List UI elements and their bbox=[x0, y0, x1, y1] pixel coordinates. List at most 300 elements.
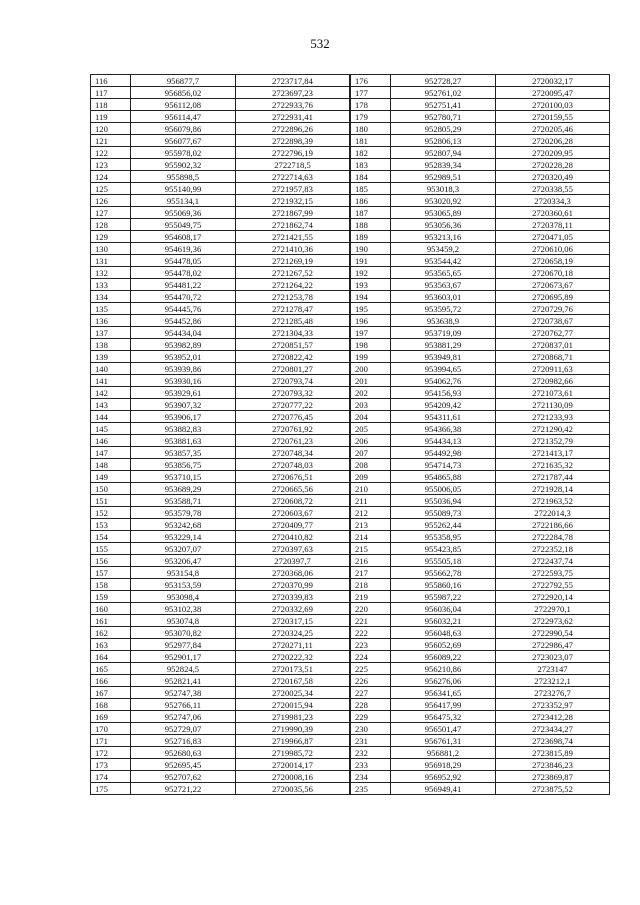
table-row bbox=[91, 351, 350, 363]
point-number-cell: 170 bbox=[91, 723, 131, 735]
y-coordinate-cell: 2720761,92 bbox=[236, 423, 350, 435]
point-number-cell: 219 bbox=[351, 591, 391, 603]
table-row bbox=[91, 519, 350, 531]
x-coordinate-cell: 953929,61 bbox=[131, 387, 236, 399]
table-row bbox=[91, 783, 350, 795]
x-coordinate-cell: 952901,17 bbox=[131, 651, 236, 663]
table-row bbox=[351, 291, 610, 303]
y-coordinate-cell: 2721352,79 bbox=[496, 435, 610, 447]
x-coordinate-cell: 956052,69 bbox=[391, 639, 496, 651]
x-coordinate-cell: 953102,38 bbox=[131, 603, 236, 615]
table-row bbox=[351, 687, 610, 699]
table-row bbox=[351, 339, 610, 351]
y-coordinate-cell: 2721957,83 bbox=[236, 183, 350, 195]
x-coordinate-cell: 955898,5 bbox=[131, 171, 236, 183]
table-row bbox=[351, 255, 610, 267]
table-row bbox=[91, 699, 350, 711]
x-coordinate-cell: 955987,22 bbox=[391, 591, 496, 603]
table-row bbox=[351, 207, 610, 219]
point-number-cell: 161 bbox=[91, 615, 131, 627]
x-coordinate-cell: 952747,38 bbox=[131, 687, 236, 699]
table-row bbox=[91, 555, 350, 567]
y-coordinate-cell: 2723875,52 bbox=[496, 783, 610, 795]
point-number-cell: 139 bbox=[91, 351, 131, 363]
x-coordinate-cell: 952761,02 bbox=[391, 87, 496, 99]
y-coordinate-cell: 2721278,47 bbox=[236, 303, 350, 315]
table-row bbox=[351, 747, 610, 759]
x-coordinate-cell: 953206,47 bbox=[131, 555, 236, 567]
x-coordinate-cell: 954062,76 bbox=[391, 375, 496, 387]
table-row bbox=[351, 711, 610, 723]
x-coordinate-cell: 955423,85 bbox=[391, 543, 496, 555]
point-number-cell: 215 bbox=[351, 543, 391, 555]
y-coordinate-cell: 2721304,33 bbox=[236, 327, 350, 339]
point-number-cell: 171 bbox=[91, 735, 131, 747]
y-coordinate-cell: 2720035,56 bbox=[236, 783, 350, 795]
y-coordinate-cell: 2721862,74 bbox=[236, 219, 350, 231]
x-coordinate-cell: 954209,42 bbox=[391, 399, 496, 411]
table-row bbox=[91, 231, 350, 243]
point-number-cell: 140 bbox=[91, 363, 131, 375]
x-coordinate-cell: 952780,71 bbox=[391, 111, 496, 123]
table-row bbox=[351, 195, 610, 207]
table-row bbox=[351, 531, 610, 543]
point-number-cell: 209 bbox=[351, 471, 391, 483]
x-coordinate-cell: 953994,65 bbox=[391, 363, 496, 375]
x-coordinate-cell: 956341,65 bbox=[391, 687, 496, 699]
y-coordinate-cell: 2722352,18 bbox=[496, 543, 610, 555]
point-number-cell: 164 bbox=[91, 651, 131, 663]
y-coordinate-cell: 2721264,22 bbox=[236, 279, 350, 291]
y-coordinate-cell: 2720851,57 bbox=[236, 339, 350, 351]
table-row bbox=[351, 267, 610, 279]
table-row bbox=[91, 111, 350, 123]
table-row bbox=[91, 543, 350, 555]
y-coordinate-cell: 2720324,25 bbox=[236, 627, 350, 639]
x-coordinate-cell: 954366,38 bbox=[391, 423, 496, 435]
table-row bbox=[91, 147, 350, 159]
point-number-cell: 226 bbox=[351, 675, 391, 687]
table-row bbox=[351, 303, 610, 315]
x-coordinate-cell: 956079,86 bbox=[131, 123, 236, 135]
y-coordinate-cell: 2720695,89 bbox=[496, 291, 610, 303]
point-number-cell: 213 bbox=[351, 519, 391, 531]
y-coordinate-cell: 2720368,06 bbox=[236, 567, 350, 579]
table-row bbox=[91, 123, 350, 135]
x-coordinate-cell: 956856,02 bbox=[131, 87, 236, 99]
x-coordinate-cell: 954492,98 bbox=[391, 447, 496, 459]
x-coordinate-cell: 952806,13 bbox=[391, 135, 496, 147]
table-row bbox=[91, 339, 350, 351]
table-row bbox=[351, 543, 610, 555]
point-number-cell: 123 bbox=[91, 159, 131, 171]
x-coordinate-cell: 956276,06 bbox=[391, 675, 496, 687]
x-coordinate-cell: 953881,29 bbox=[391, 339, 496, 351]
x-coordinate-cell: 953710,15 bbox=[131, 471, 236, 483]
y-coordinate-cell: 2720761,23 bbox=[236, 435, 350, 447]
x-coordinate-cell: 956048,63 bbox=[391, 627, 496, 639]
y-coordinate-cell: 2723212,1 bbox=[496, 675, 610, 687]
y-coordinate-cell: 2720360,61 bbox=[496, 207, 610, 219]
x-coordinate-cell: 953544,42 bbox=[391, 255, 496, 267]
table-row bbox=[91, 219, 350, 231]
table-row bbox=[351, 423, 610, 435]
point-number-cell: 124 bbox=[91, 171, 131, 183]
table-row bbox=[91, 99, 350, 111]
point-number-cell: 137 bbox=[91, 327, 131, 339]
table-row bbox=[351, 399, 610, 411]
table-row bbox=[91, 615, 350, 627]
point-number-cell: 181 bbox=[351, 135, 391, 147]
point-number-cell: 207 bbox=[351, 447, 391, 459]
x-coordinate-cell: 952721,22 bbox=[131, 783, 236, 795]
table-row bbox=[91, 627, 350, 639]
point-number-cell: 184 bbox=[351, 171, 391, 183]
point-number-cell: 176 bbox=[351, 75, 391, 87]
point-number-cell: 174 bbox=[91, 771, 131, 783]
x-coordinate-cell: 955036,94 bbox=[391, 495, 496, 507]
point-number-cell: 221 bbox=[351, 615, 391, 627]
y-coordinate-cell: 2721635,32 bbox=[496, 459, 610, 471]
point-number-cell: 214 bbox=[351, 531, 391, 543]
point-number-cell: 150 bbox=[91, 483, 131, 495]
point-number-cell: 143 bbox=[91, 399, 131, 411]
point-number-cell: 185 bbox=[351, 183, 391, 195]
y-coordinate-cell: 2721269,19 bbox=[236, 255, 350, 267]
table-row bbox=[351, 699, 610, 711]
x-coordinate-cell: 955069,36 bbox=[131, 207, 236, 219]
x-coordinate-cell: 956475,32 bbox=[391, 711, 496, 723]
table-row bbox=[351, 387, 610, 399]
table-row bbox=[91, 711, 350, 723]
x-coordinate-cell: 954445,76 bbox=[131, 303, 236, 315]
x-coordinate-cell: 955505,18 bbox=[391, 555, 496, 567]
table-row bbox=[91, 771, 350, 783]
table-row bbox=[91, 591, 350, 603]
table-row bbox=[91, 267, 350, 279]
table-row bbox=[351, 87, 610, 99]
x-coordinate-cell: 955978,02 bbox=[131, 147, 236, 159]
table-row bbox=[91, 531, 350, 543]
point-number-cell: 175 bbox=[91, 783, 131, 795]
table-row bbox=[91, 735, 350, 747]
point-number-cell: 216 bbox=[351, 555, 391, 567]
point-number-cell: 122 bbox=[91, 147, 131, 159]
table-row bbox=[351, 315, 610, 327]
table-row bbox=[91, 639, 350, 651]
table-row bbox=[351, 279, 610, 291]
point-number-cell: 158 bbox=[91, 579, 131, 591]
x-coordinate-cell: 954311,61 bbox=[391, 411, 496, 423]
table-row bbox=[351, 363, 610, 375]
y-coordinate-cell: 2722973,62 bbox=[496, 615, 610, 627]
table-row bbox=[91, 747, 350, 759]
table-row bbox=[351, 723, 610, 735]
point-number-cell: 119 bbox=[91, 111, 131, 123]
x-coordinate-cell: 952989,51 bbox=[391, 171, 496, 183]
y-coordinate-cell: 2723815,89 bbox=[496, 747, 610, 759]
point-number-cell: 220 bbox=[351, 603, 391, 615]
table-row bbox=[91, 663, 350, 675]
x-coordinate-cell: 953952,01 bbox=[131, 351, 236, 363]
point-number-cell: 190 bbox=[351, 243, 391, 255]
y-coordinate-cell: 2719990,39 bbox=[236, 723, 350, 735]
y-coordinate-cell: 2720776,45 bbox=[236, 411, 350, 423]
y-coordinate-cell: 2722986,47 bbox=[496, 639, 610, 651]
x-coordinate-cell: 956881,2 bbox=[391, 747, 496, 759]
y-coordinate-cell: 2721932,15 bbox=[236, 195, 350, 207]
table-row bbox=[91, 723, 350, 735]
table-row bbox=[351, 639, 610, 651]
point-number-cell: 180 bbox=[351, 123, 391, 135]
table-row bbox=[351, 411, 610, 423]
point-number-cell: 130 bbox=[91, 243, 131, 255]
x-coordinate-cell: 953565,65 bbox=[391, 267, 496, 279]
table-row bbox=[351, 159, 610, 171]
table-row bbox=[351, 579, 610, 591]
point-number-cell: 225 bbox=[351, 663, 391, 675]
point-number-cell: 187 bbox=[351, 207, 391, 219]
table-row bbox=[351, 171, 610, 183]
point-number-cell: 224 bbox=[351, 651, 391, 663]
y-coordinate-cell: 2720334,3 bbox=[496, 195, 610, 207]
y-coordinate-cell: 2723698,74 bbox=[496, 735, 610, 747]
point-number-cell: 168 bbox=[91, 699, 131, 711]
x-coordinate-cell: 953689,29 bbox=[131, 483, 236, 495]
point-number-cell: 142 bbox=[91, 387, 131, 399]
y-coordinate-cell: 2723697,23 bbox=[236, 87, 350, 99]
x-coordinate-cell: 956077,67 bbox=[131, 135, 236, 147]
point-number-cell: 218 bbox=[351, 579, 391, 591]
x-coordinate-cell: 954434,04 bbox=[131, 327, 236, 339]
x-coordinate-cell: 953229,14 bbox=[131, 531, 236, 543]
x-coordinate-cell: 955358,95 bbox=[391, 531, 496, 543]
point-number-cell: 156 bbox=[91, 555, 131, 567]
point-number-cell: 134 bbox=[91, 291, 131, 303]
x-coordinate-cell: 953242,68 bbox=[131, 519, 236, 531]
table-row bbox=[351, 243, 610, 255]
y-coordinate-cell: 2721130,09 bbox=[496, 399, 610, 411]
table-row bbox=[351, 75, 610, 87]
y-coordinate-cell: 2722931,41 bbox=[236, 111, 350, 123]
y-coordinate-cell: 2720603,67 bbox=[236, 507, 350, 519]
point-number-cell: 204 bbox=[351, 411, 391, 423]
point-number-cell: 179 bbox=[351, 111, 391, 123]
point-number-cell: 227 bbox=[351, 687, 391, 699]
point-number-cell: 191 bbox=[351, 255, 391, 267]
y-coordinate-cell: 2722898,39 bbox=[236, 135, 350, 147]
coordinates-table-right bbox=[350, 74, 610, 795]
y-coordinate-cell: 2720610,06 bbox=[496, 243, 610, 255]
y-coordinate-cell: 2720015,94 bbox=[236, 699, 350, 711]
y-coordinate-cell: 2720095,47 bbox=[496, 87, 610, 99]
y-coordinate-cell: 2720370,99 bbox=[236, 579, 350, 591]
point-number-cell: 212 bbox=[351, 507, 391, 519]
x-coordinate-cell: 956417,99 bbox=[391, 699, 496, 711]
table-row bbox=[91, 675, 350, 687]
point-number-cell: 131 bbox=[91, 255, 131, 267]
table-row bbox=[351, 471, 610, 483]
point-number-cell: 202 bbox=[351, 387, 391, 399]
y-coordinate-cell: 2719981,23 bbox=[236, 711, 350, 723]
y-coordinate-cell: 2721267,52 bbox=[236, 267, 350, 279]
x-coordinate-cell: 952707,62 bbox=[131, 771, 236, 783]
point-number-cell: 162 bbox=[91, 627, 131, 639]
x-coordinate-cell: 954714,73 bbox=[391, 459, 496, 471]
y-coordinate-cell: 2720209,95 bbox=[496, 147, 610, 159]
y-coordinate-cell: 2720729,76 bbox=[496, 303, 610, 315]
point-number-cell: 177 bbox=[351, 87, 391, 99]
x-coordinate-cell: 953070,82 bbox=[131, 627, 236, 639]
x-coordinate-cell: 953065,89 bbox=[391, 207, 496, 219]
point-number-cell: 223 bbox=[351, 639, 391, 651]
x-coordinate-cell: 953154,8 bbox=[131, 567, 236, 579]
y-coordinate-cell: 2722896,26 bbox=[236, 123, 350, 135]
point-number-cell: 116 bbox=[91, 75, 131, 87]
y-coordinate-cell: 2720837,01 bbox=[496, 339, 610, 351]
point-number-cell: 147 bbox=[91, 447, 131, 459]
y-coordinate-cell: 2720658,19 bbox=[496, 255, 610, 267]
table-row bbox=[91, 171, 350, 183]
x-coordinate-cell: 953939,86 bbox=[131, 363, 236, 375]
point-number-cell: 144 bbox=[91, 411, 131, 423]
point-number-cell: 159 bbox=[91, 591, 131, 603]
y-coordinate-cell: 2721253,78 bbox=[236, 291, 350, 303]
point-number-cell: 167 bbox=[91, 687, 131, 699]
y-coordinate-cell: 2720397,7 bbox=[236, 555, 350, 567]
x-coordinate-cell: 955860,16 bbox=[391, 579, 496, 591]
y-coordinate-cell: 2722796,19 bbox=[236, 147, 350, 159]
table-row bbox=[91, 135, 350, 147]
x-coordinate-cell: 953018,3 bbox=[391, 183, 496, 195]
x-coordinate-cell: 952766,11 bbox=[131, 699, 236, 711]
x-coordinate-cell: 952747,06 bbox=[131, 711, 236, 723]
y-coordinate-cell: 2720801,27 bbox=[236, 363, 350, 375]
point-number-cell: 166 bbox=[91, 675, 131, 687]
point-number-cell: 149 bbox=[91, 471, 131, 483]
y-coordinate-cell: 2721928,14 bbox=[496, 483, 610, 495]
point-number-cell: 198 bbox=[351, 339, 391, 351]
point-number-cell: 195 bbox=[351, 303, 391, 315]
y-coordinate-cell: 2720665,56 bbox=[236, 483, 350, 495]
x-coordinate-cell: 954608,17 bbox=[131, 231, 236, 243]
y-coordinate-cell: 2723147 bbox=[496, 663, 610, 675]
point-number-cell: 136 bbox=[91, 315, 131, 327]
y-coordinate-cell: 2720608,72 bbox=[236, 495, 350, 507]
y-coordinate-cell: 2720777,22 bbox=[236, 399, 350, 411]
point-number-cell: 203 bbox=[351, 399, 391, 411]
y-coordinate-cell: 2719966,87 bbox=[236, 735, 350, 747]
x-coordinate-cell: 952805,29 bbox=[391, 123, 496, 135]
x-coordinate-cell: 955006,05 bbox=[391, 483, 496, 495]
table-row bbox=[91, 567, 350, 579]
table-row bbox=[91, 159, 350, 171]
x-coordinate-cell: 953881,63 bbox=[131, 435, 236, 447]
table-row bbox=[351, 495, 610, 507]
table-row bbox=[91, 255, 350, 267]
point-number-cell: 232 bbox=[351, 747, 391, 759]
x-coordinate-cell: 956877,7 bbox=[131, 75, 236, 87]
point-number-cell: 186 bbox=[351, 195, 391, 207]
point-number-cell: 152 bbox=[91, 507, 131, 519]
point-number-cell: 231 bbox=[351, 735, 391, 747]
point-number-cell: 228 bbox=[351, 699, 391, 711]
y-coordinate-cell: 2720793,74 bbox=[236, 375, 350, 387]
table-row bbox=[351, 615, 610, 627]
point-number-cell: 129 bbox=[91, 231, 131, 243]
y-coordinate-cell: 2723717,84 bbox=[236, 75, 350, 87]
y-coordinate-cell: 2720748,34 bbox=[236, 447, 350, 459]
y-coordinate-cell: 2720409,77 bbox=[236, 519, 350, 531]
y-coordinate-cell: 2720670,18 bbox=[496, 267, 610, 279]
table-row bbox=[91, 315, 350, 327]
y-coordinate-cell: 2721787,44 bbox=[496, 471, 610, 483]
y-coordinate-cell: 2719985,72 bbox=[236, 747, 350, 759]
x-coordinate-cell: 953907,32 bbox=[131, 399, 236, 411]
x-coordinate-cell: 953563,67 bbox=[391, 279, 496, 291]
table-row bbox=[91, 507, 350, 519]
point-number-cell: 183 bbox=[351, 159, 391, 171]
table-row bbox=[351, 147, 610, 159]
table-row bbox=[351, 375, 610, 387]
y-coordinate-cell: 2720673,67 bbox=[496, 279, 610, 291]
table-row bbox=[351, 591, 610, 603]
y-coordinate-cell: 2720748,03 bbox=[236, 459, 350, 471]
y-coordinate-cell: 2722718,5 bbox=[236, 159, 350, 171]
y-coordinate-cell: 2720471,05 bbox=[496, 231, 610, 243]
y-coordinate-cell: 2720159,55 bbox=[496, 111, 610, 123]
point-number-cell: 153 bbox=[91, 519, 131, 531]
y-coordinate-cell: 2720332,69 bbox=[236, 603, 350, 615]
table-row bbox=[351, 735, 610, 747]
x-coordinate-cell: 952716,83 bbox=[131, 735, 236, 747]
table-row bbox=[351, 603, 610, 615]
y-coordinate-cell: 2722186,66 bbox=[496, 519, 610, 531]
point-number-cell: 189 bbox=[351, 231, 391, 243]
point-number-cell: 121 bbox=[91, 135, 131, 147]
y-coordinate-cell: 2723352,97 bbox=[496, 699, 610, 711]
table-row bbox=[351, 219, 610, 231]
x-coordinate-cell: 952729,07 bbox=[131, 723, 236, 735]
table-row bbox=[351, 231, 610, 243]
y-coordinate-cell: 2721285,48 bbox=[236, 315, 350, 327]
x-coordinate-cell: 956952,92 bbox=[391, 771, 496, 783]
point-number-cell: 169 bbox=[91, 711, 131, 723]
point-number-cell: 182 bbox=[351, 147, 391, 159]
y-coordinate-cell: 2723023,07 bbox=[496, 651, 610, 663]
point-number-cell: 165 bbox=[91, 663, 131, 675]
point-number-cell: 173 bbox=[91, 759, 131, 771]
point-number-cell: 157 bbox=[91, 567, 131, 579]
y-coordinate-cell: 2720982,66 bbox=[496, 375, 610, 387]
x-coordinate-cell: 954619,36 bbox=[131, 243, 236, 255]
table-row bbox=[91, 459, 350, 471]
y-coordinate-cell: 2722933,76 bbox=[236, 99, 350, 111]
x-coordinate-cell: 952821,41 bbox=[131, 675, 236, 687]
point-number-cell: 138 bbox=[91, 339, 131, 351]
x-coordinate-cell: 952695,45 bbox=[131, 759, 236, 771]
x-coordinate-cell: 953638,9 bbox=[391, 315, 496, 327]
point-number-cell: 222 bbox=[351, 627, 391, 639]
x-coordinate-cell: 954478,05 bbox=[131, 255, 236, 267]
x-coordinate-cell: 956089,22 bbox=[391, 651, 496, 663]
point-number-cell: 206 bbox=[351, 435, 391, 447]
point-number-cell: 133 bbox=[91, 279, 131, 291]
point-number-cell: 217 bbox=[351, 567, 391, 579]
table-row bbox=[91, 447, 350, 459]
table-row bbox=[351, 483, 610, 495]
y-coordinate-cell: 2723869,87 bbox=[496, 771, 610, 783]
